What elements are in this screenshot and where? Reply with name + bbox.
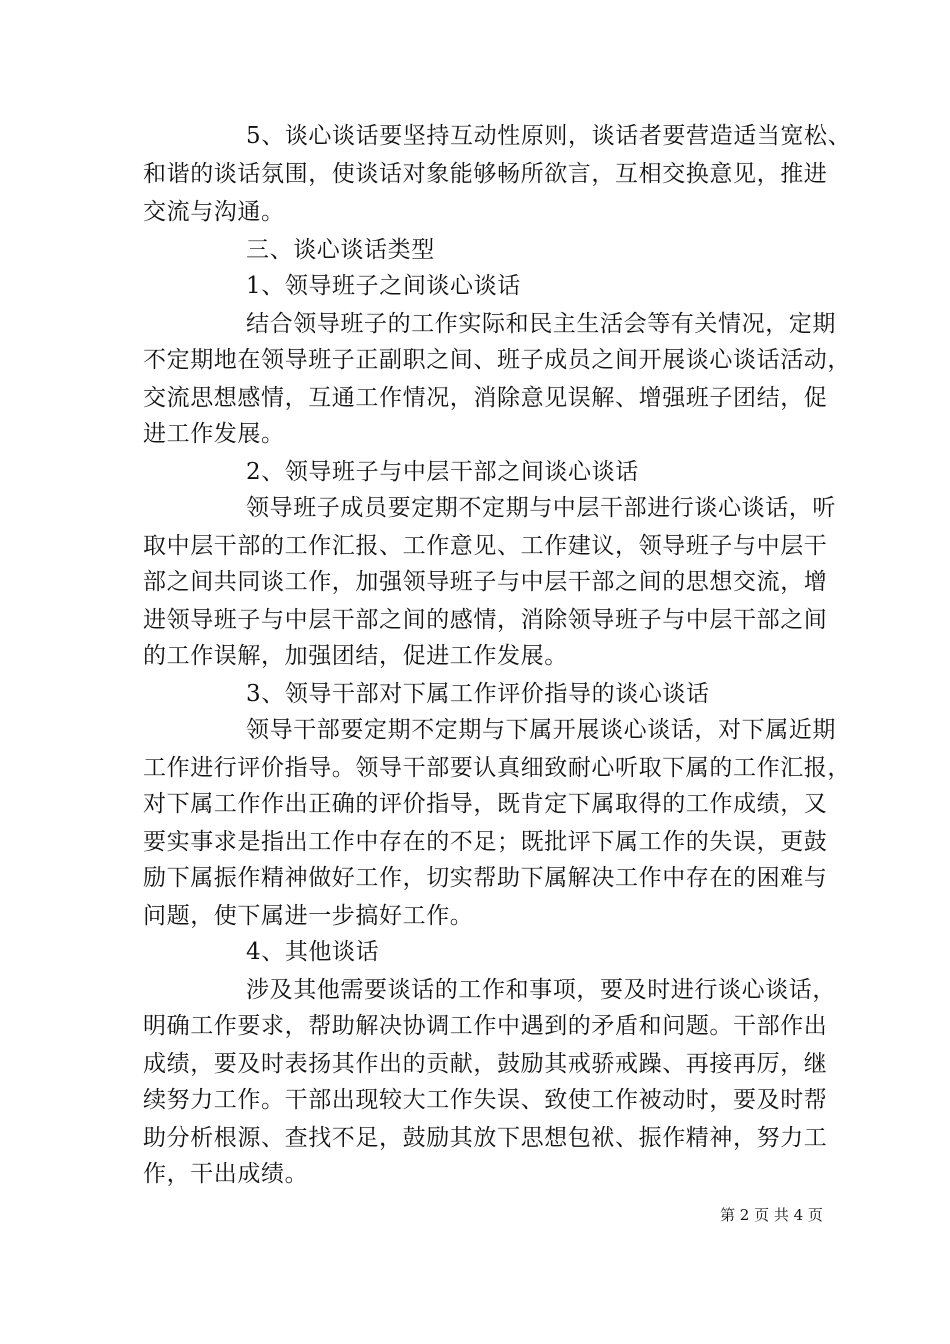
text-line: 要实事求是指出工作中存在的不足；既批评下属工作的失误，更鼓: [143, 829, 828, 855]
text-line: 5、谈心谈话要坚持互动性原则，谈话者要营造适当宽松、: [246, 123, 852, 149]
text-line: 作，干出成绩。: [143, 1161, 309, 1187]
text-line: 不定期地在领导班子正副职之间、班子成员之间开展谈心谈话活动，: [143, 347, 851, 373]
text-line: 领导班子成员要定期不定期与中层干部进行谈心谈话，听: [246, 495, 836, 521]
text-line: 进领导班子与中层干部之间的感情，消除领导班子与中层干部之间: [143, 607, 828, 633]
text-line: 领导干部要定期不定期与下属开展谈心谈话，对下属近期: [246, 717, 836, 743]
text-line: 续努力工作。干部出现较大工作失误、致使工作被动时，要及时帮: [143, 1087, 828, 1113]
text-line: 助分析根源、查找不足，鼓励其放下思想包袱、振作精神，努力工: [143, 1125, 828, 1151]
text-line: 取中层干部的工作汇报、工作意见、工作建议，领导班子与中层干: [143, 533, 828, 559]
text-line: 问题，使下属进一步搞好工作。: [143, 903, 474, 929]
text-line: 和谐的谈话氛围，使谈话对象能够畅所欲言，互相交换意见，推进: [143, 161, 828, 187]
text-line: 部之间共同谈工作，加强领导班子与中层干部之间的思想交流，增: [143, 569, 828, 595]
page-number: 第 2 页 共 4 页: [720, 1206, 823, 1224]
text-line: 交流与沟通。: [143, 199, 285, 225]
text-line: 对下属工作作出正确的评价指导，既肯定下属取得的工作成绩，又: [143, 791, 828, 817]
subsection-heading: 2、领导班子与中层干部之间谈心谈话: [246, 459, 639, 485]
subsection-heading: 1、领导班子之间谈心谈话: [246, 273, 521, 299]
text-line: 交流思想感情，互通工作情况，消除意见误解、增强班子团结，促: [143, 385, 828, 411]
text-line: 的工作误解，加强团结，促进工作发展。: [143, 643, 568, 669]
text-line: 工作进行评价指导。领导干部要认真细致耐心听取下属的工作汇报，: [143, 755, 851, 781]
text-line: 结合领导班子的工作实际和民主生活会等有关情况，定期: [246, 311, 836, 337]
text-line: 涉及其他需要谈话的工作和事项，要及时进行谈心谈话，: [246, 977, 836, 1003]
text-line: 励下属振作精神做好工作，切实帮助下属解决工作中存在的困难与: [143, 865, 828, 891]
text-line: 进工作发展。: [143, 421, 285, 447]
text-line: 成绩，要及时表扬其作出的贡献，鼓励其戒骄戒躁、再接再厉，继: [143, 1051, 828, 1077]
subsection-heading: 3、领导干部对下属工作评价指导的谈心谈话: [246, 681, 710, 707]
subsection-heading: 4、其他谈话: [246, 939, 380, 965]
text-line: 明确工作要求，帮助解决协调工作中遇到的矛盾和问题。干部作出: [143, 1013, 828, 1039]
section-heading: 三、谈心谈话类型: [246, 237, 435, 263]
